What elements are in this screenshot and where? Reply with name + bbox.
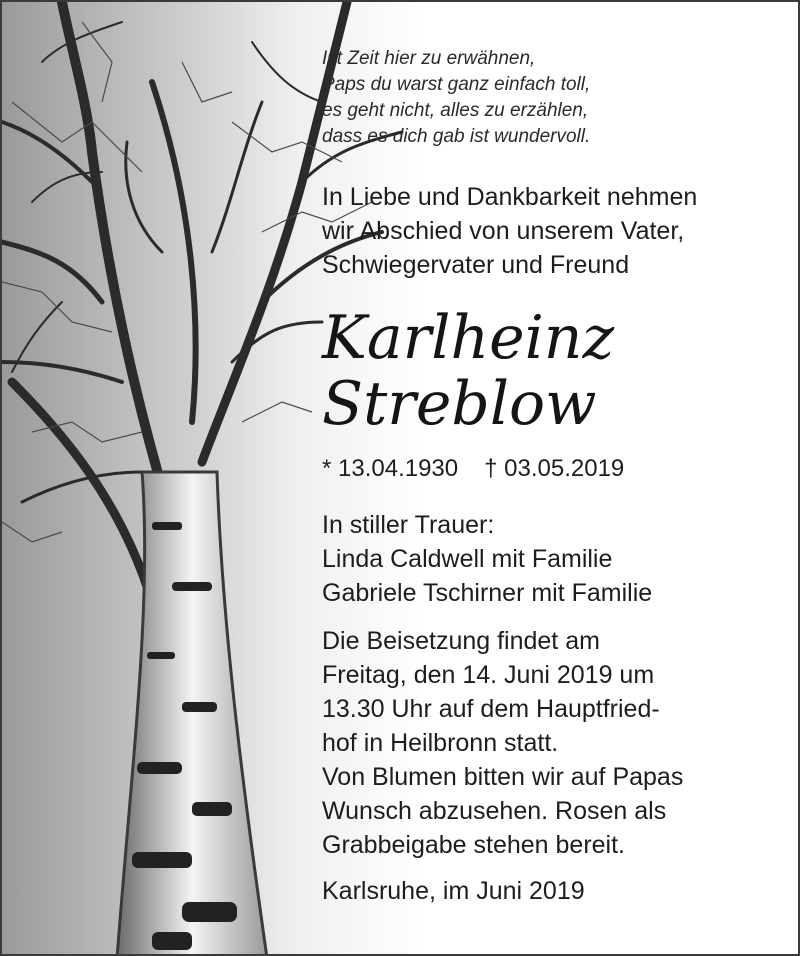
intro-line: In Liebe und Dankbarkeit nehmen xyxy=(322,183,698,211)
poem-line: es geht nicht, alles zu erzählen, xyxy=(322,100,589,121)
death-date: † 03.05.2019 xyxy=(484,455,625,482)
poem-line: Paps du warst ganz einfach toll, xyxy=(322,74,591,95)
intro-line: wir Abschied von unserem Vater, xyxy=(322,217,685,245)
farewell-intro xyxy=(322,180,697,282)
funeral-line: Von Blumen bitten wir auf Papas xyxy=(322,763,684,791)
mourner-line: Linda Caldwell mit Familie xyxy=(322,545,613,573)
poem xyxy=(322,46,590,150)
place-and-date: Karlsruhe, im Juni 2019 xyxy=(322,877,585,905)
first-name: Karlheinz xyxy=(322,303,615,373)
birth-date: * 13.04.1930 xyxy=(322,455,459,482)
mourners xyxy=(322,508,652,610)
mourners-heading: In stiller Trauer: xyxy=(322,511,495,539)
life-dates xyxy=(322,453,624,485)
funeral-line: Wunsch abzusehen. Rosen als xyxy=(322,797,667,825)
funeral-line: Grabbeigabe stehen bereit. xyxy=(322,831,625,859)
funeral-line: 13.30 Uhr auf dem Hauptfried- xyxy=(322,695,660,723)
funeral-line: Freitag, den 14. Juni 2019 um xyxy=(322,661,655,689)
poem-line: Ist Zeit hier zu erwähnen, xyxy=(322,48,536,69)
mourner-line: Gabriele Tschirner mit Familie xyxy=(322,579,653,607)
intro-line: Schwiegervater und Freund xyxy=(322,251,630,279)
funeral-info xyxy=(322,624,683,862)
last-name: Streblow xyxy=(322,369,597,439)
funeral-line: hof in Heilbronn statt. xyxy=(322,729,559,757)
poem-line: dass es dich gab ist wundervoll. xyxy=(322,126,591,147)
funeral-line: Die Beisetzung findet am xyxy=(322,627,600,655)
obituary-text xyxy=(322,2,792,956)
deceased-name xyxy=(322,305,614,437)
